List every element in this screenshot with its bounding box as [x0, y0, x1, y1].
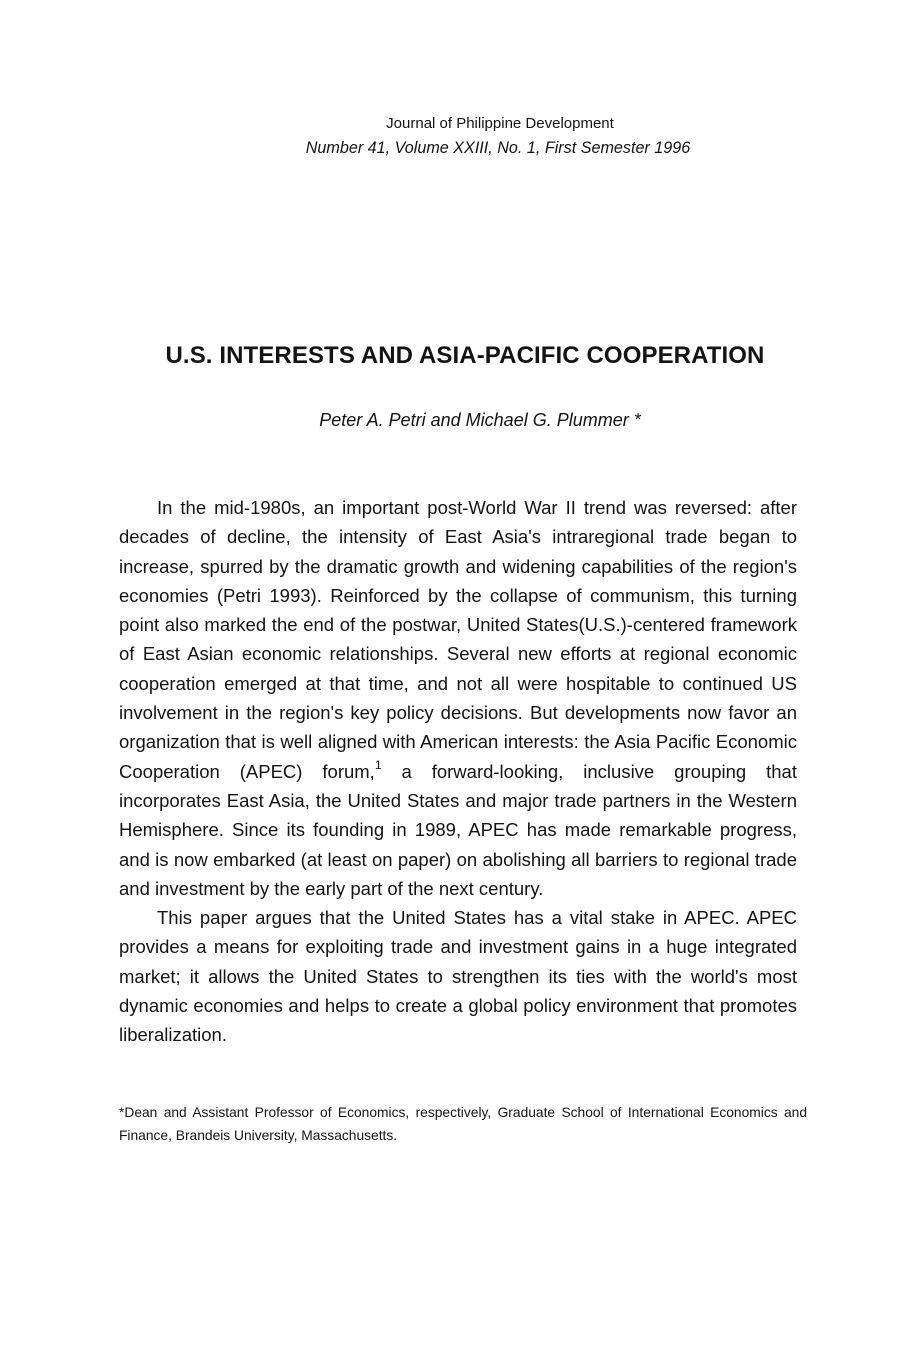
- article-authors: Peter A. Petri and Michael G. Plummer *: [319, 410, 641, 430]
- paragraph-1-text-b: a forward-looking, inclusive grouping that incorporates East Asia, the United States and major trade partners in the Western Hemisphere. Since its founding in 1989, APEC has made remarkable progress, and is now embarked (at least on paper) on abolishing all barriers to regional trade and investment by the early part of the next century.: [119, 760, 797, 899]
- footnote-reference: 1: [374, 757, 382, 772]
- issue-line: Number 41, Volume XXIII, No. 1, First Semester 1996: [305, 138, 691, 157]
- article-title: U.S. INTERESTS AND ASIA-PACIFIC COOPERATION: [165, 342, 765, 369]
- article-body: [119, 493, 797, 1050]
- body-paragraph-2: This paper argues that the United States has a vital stake in APEC. APEC provides a means for exploiting trade and investment gains in a huge integrated market; it allows the United States to strengthen its ties with the world's most dynamic economies and helps to create a global policy environment that promotes liberalization.: [119, 907, 797, 1046]
- paragraph-1-text-a: In the mid-1980s, an important post-World War II trend was reversed: after decades of decline, the intensity of East Asia's intraregional trade began to increase, spurred by the dramatic growth and widening capabilities of the region's economies (Petri 1993). Reinforced by the collapse of communism, this turning point also marked the end of the postwar, United States(U.S.)-centered framework of East Asian economic relationships. Several new efforts at regional economic cooperation emerged at that time, and not all were hospitable to continued US involvement in the region's key policy decisions. But developments now favor an organization that is well aligned with American interests: the Asia Pacific Economic Cooperation (APEC) forum,: [119, 497, 797, 782]
- author-footnote: *Dean and Assistant Professor of Economics, respectively, Graduate School of International Economics and Finance, Brandeis University, Massachusetts.: [119, 1105, 807, 1143]
- body-paragraph-1: [119, 493, 797, 903]
- journal-name: Journal of Philippine Development: [386, 115, 614, 132]
- journal-header: [120, 112, 800, 160]
